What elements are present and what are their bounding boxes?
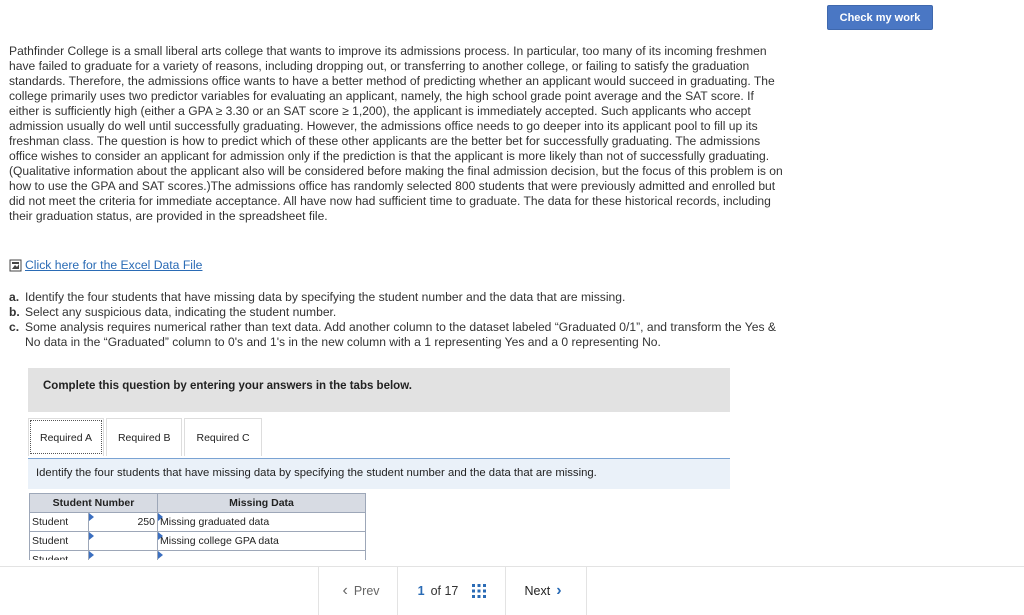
next-button[interactable] [505, 567, 587, 615]
header-missing-data: Missing Data [158, 494, 366, 513]
missing-data-select[interactable] [158, 513, 366, 532]
input-flag-icon [89, 532, 94, 540]
missing-data-value: Missing graduated data [160, 516, 270, 528]
tab-required-a[interactable]: Required A [28, 418, 104, 456]
row-label: Student [30, 513, 89, 532]
page-total: of 17 [430, 584, 459, 598]
table-row [30, 513, 366, 532]
task-a [9, 290, 789, 305]
prev-label: Prev [353, 584, 380, 598]
panel-prompt: Identify the four students that have missing data by specifying the student number and the data that are missing. [36, 467, 597, 479]
student-number-input[interactable] [89, 513, 158, 532]
current-page: 1 [417, 584, 425, 598]
tab-required-b[interactable]: Required B [106, 418, 183, 456]
check-my-work-button[interactable]: Check my work [827, 5, 933, 30]
header-student-number: Student Number [30, 494, 158, 513]
chevron-right-icon: › [556, 582, 562, 599]
chevron-left-icon: ‹ [342, 582, 348, 599]
instructions-text: Complete this question by entering your answers in the tabs below. [43, 380, 412, 392]
input-flag-icon [158, 532, 163, 540]
page-indicator[interactable] [400, 567, 504, 615]
table-header-row [30, 494, 366, 513]
answer-tabs [28, 418, 264, 458]
task-letter: a. [9, 290, 20, 304]
student-number-input[interactable] [89, 532, 158, 551]
student-number-value: 250 [137, 516, 155, 528]
grid-icon[interactable] [472, 584, 486, 598]
table-row [30, 532, 366, 551]
task-list [9, 290, 789, 350]
task-text: Identify the four students that have missing data by specifying the student number and the data that are missing. [25, 290, 626, 304]
task-letter: c. [9, 320, 20, 334]
excel-data-link[interactable] [9, 257, 202, 273]
file-icon [9, 259, 22, 272]
task-letter: b. [9, 305, 20, 319]
footer-nav [0, 566, 1024, 615]
next-label: Next [524, 584, 551, 598]
prev-button[interactable] [318, 567, 398, 615]
answer-table [29, 493, 366, 570]
panel-prompt-bar [28, 458, 730, 489]
tab-required-c[interactable]: Required C [184, 418, 261, 456]
input-flag-icon [158, 551, 163, 559]
excel-link-label[interactable]: Click here for the Excel Data File [25, 258, 203, 272]
row-label: Student [30, 532, 89, 551]
instructions-box [28, 368, 730, 412]
problem-text: Pathfinder College is a small liberal arts college that wants to improve its admissions process. In particular, too many of its incoming freshmen have failed to graduate for a variety of reasons, including dropping out, or transferring to another college, or failing to satisfy the graduation standards. Therefore, the admissions office wants to have a better method of predicting whether an applicant would succeed in graduating. The college primarily uses two predictor variables for evaluating an applicant, namely, the high school grade point average and the SAT score. If either is sufficiently high (either a GPA ≥ 3.30 or an SAT score ≥ 1,200), the applicant is immediately accepted. Such applicants who accept admission usually do well until successfully graduating. However, the admissions office needs to go deeper into its applicant pool to fill up its freshman class. The question is how to predict which of these other applicants are the better bet for successfully graduating. The admissions office wishes to consider an applicant for admission only if the prediction is that the applicant is more likely than not of successfully graduating. (Qualitative information about the applicant also will be considered before making the final admission decision, but the focus of this problem is on how to use the GPA and SAT scores.)The admissions office has randomly selected 800 students that were previously admitted and enrolled but did not meet the criteria for immediate acceptance. All have now had sufficient time to graduate. The data for these historical records, including their graduation status, are provided in the spreadsheet file. [9, 44, 783, 223]
input-flag-icon [89, 551, 94, 559]
task-text: Some analysis requires numerical rather than text data. Add another column to the dataset labeled “Graduated 0/1”, and transform the Yes & No data in the “Graduated” column to 0's and 1's in the new column with a 1 representing Yes and a 0 representing No. [25, 320, 776, 349]
task-c [9, 320, 789, 350]
missing-data-select[interactable] [158, 532, 366, 551]
task-b [9, 305, 789, 320]
input-flag-icon [89, 513, 94, 521]
task-text: Select any suspicious data, indicating the student number. [25, 305, 337, 319]
input-flag-icon [158, 513, 163, 521]
missing-data-value: Missing college GPA data [160, 535, 279, 547]
